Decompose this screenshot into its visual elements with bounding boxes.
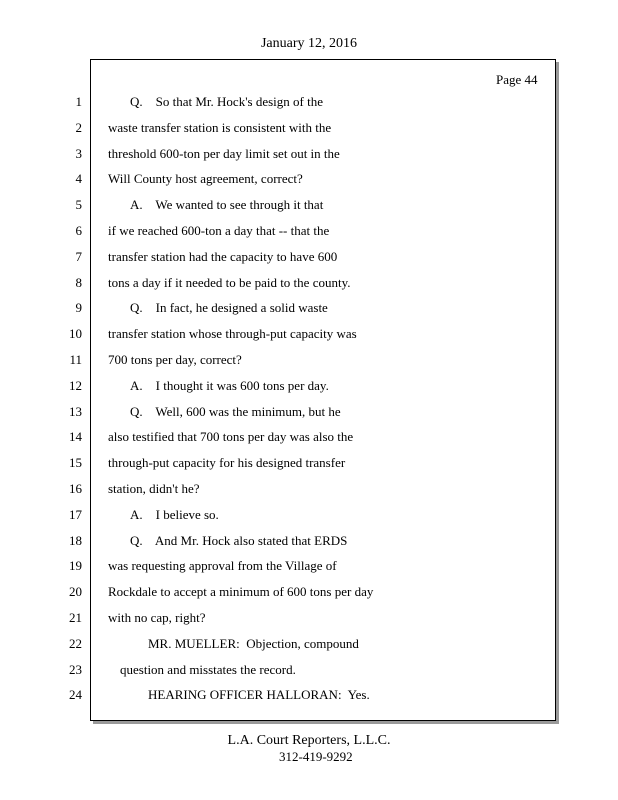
line-number: 1 (75, 94, 82, 109)
line-text: Q. And Mr. Hock also stated that ERDS (130, 533, 348, 548)
line-text: station, didn't he? (108, 481, 200, 496)
line-text: Q. In fact, he designed a solid waste (130, 300, 328, 315)
line-text: also testified that 700 tons per day was also the (108, 429, 354, 444)
line-number: 3 (75, 146, 82, 161)
line-text: HEARING OFFICER HALLORAN: Yes. (148, 687, 370, 702)
line-text: with no cap, right? (108, 610, 206, 625)
line-text: Rockdale to accept a minimum of 600 tons per day (108, 584, 374, 599)
line-text: MR. MUELLER: Objection, compound (148, 636, 359, 651)
line-number: 15 (69, 455, 82, 470)
line-number: 16 (69, 481, 82, 496)
line-number: 19 (69, 558, 82, 573)
line-text: threshold 600-ton per day limit set out in the (108, 146, 340, 161)
line-text: if we reached 600-ton a day that -- that the (108, 223, 330, 238)
line-text: transfer station whose through-put capacity was (108, 326, 357, 341)
line-number: 7 (75, 249, 82, 264)
reporter-company: L.A. Court Reporters, L.L.C. (227, 733, 391, 748)
transcript-date: January 12, 2016 (260, 36, 358, 51)
line-text: through-put capacity for his designed transfer (108, 455, 346, 470)
line-number: 11 (69, 352, 82, 367)
line-text: Q. So that Mr. Hock's design of the (130, 94, 323, 109)
line-number: 20 (69, 584, 82, 599)
line-text: A. We wanted to see through it that (130, 197, 324, 212)
line-number: 5 (75, 197, 82, 212)
line-number: 22 (69, 636, 82, 651)
page-number: Page 44 (496, 72, 538, 87)
line-number: 12 (69, 378, 82, 393)
line-number: 14 (69, 429, 82, 444)
line-number: 2 (75, 120, 82, 135)
line-text: A. I thought it was 600 tons per day. (130, 378, 329, 393)
line-number: 17 (69, 507, 82, 522)
line-number: 4 (75, 171, 82, 186)
line-number: 9 (75, 300, 82, 315)
line-number: 24 (69, 687, 82, 702)
line-text: tons a day if it needed to be paid to the county. (108, 275, 351, 290)
line-number: 13 (69, 404, 82, 419)
line-number: 18 (69, 533, 82, 548)
line-number: 23 (69, 662, 82, 677)
reporter-phone: 312-419-9292 (279, 749, 353, 764)
line-text: was requesting approval from the Village of (108, 558, 337, 573)
line-text: waste transfer station is consistent with the (108, 120, 332, 135)
line-number: 8 (75, 275, 82, 290)
line-text: Will County host agreement, correct? (108, 171, 303, 186)
line-text: transfer station had the capacity to have 600 (108, 249, 338, 264)
line-number: 10 (69, 326, 82, 341)
line-text: question and misstates the record. (120, 662, 296, 677)
line-number: 6 (75, 223, 82, 238)
line-number: 21 (69, 610, 82, 625)
line-text: Q. Well, 600 was the minimum, but he (130, 404, 341, 419)
line-text: A. I believe so. (130, 507, 219, 522)
line-text: 700 tons per day, correct? (108, 352, 242, 367)
